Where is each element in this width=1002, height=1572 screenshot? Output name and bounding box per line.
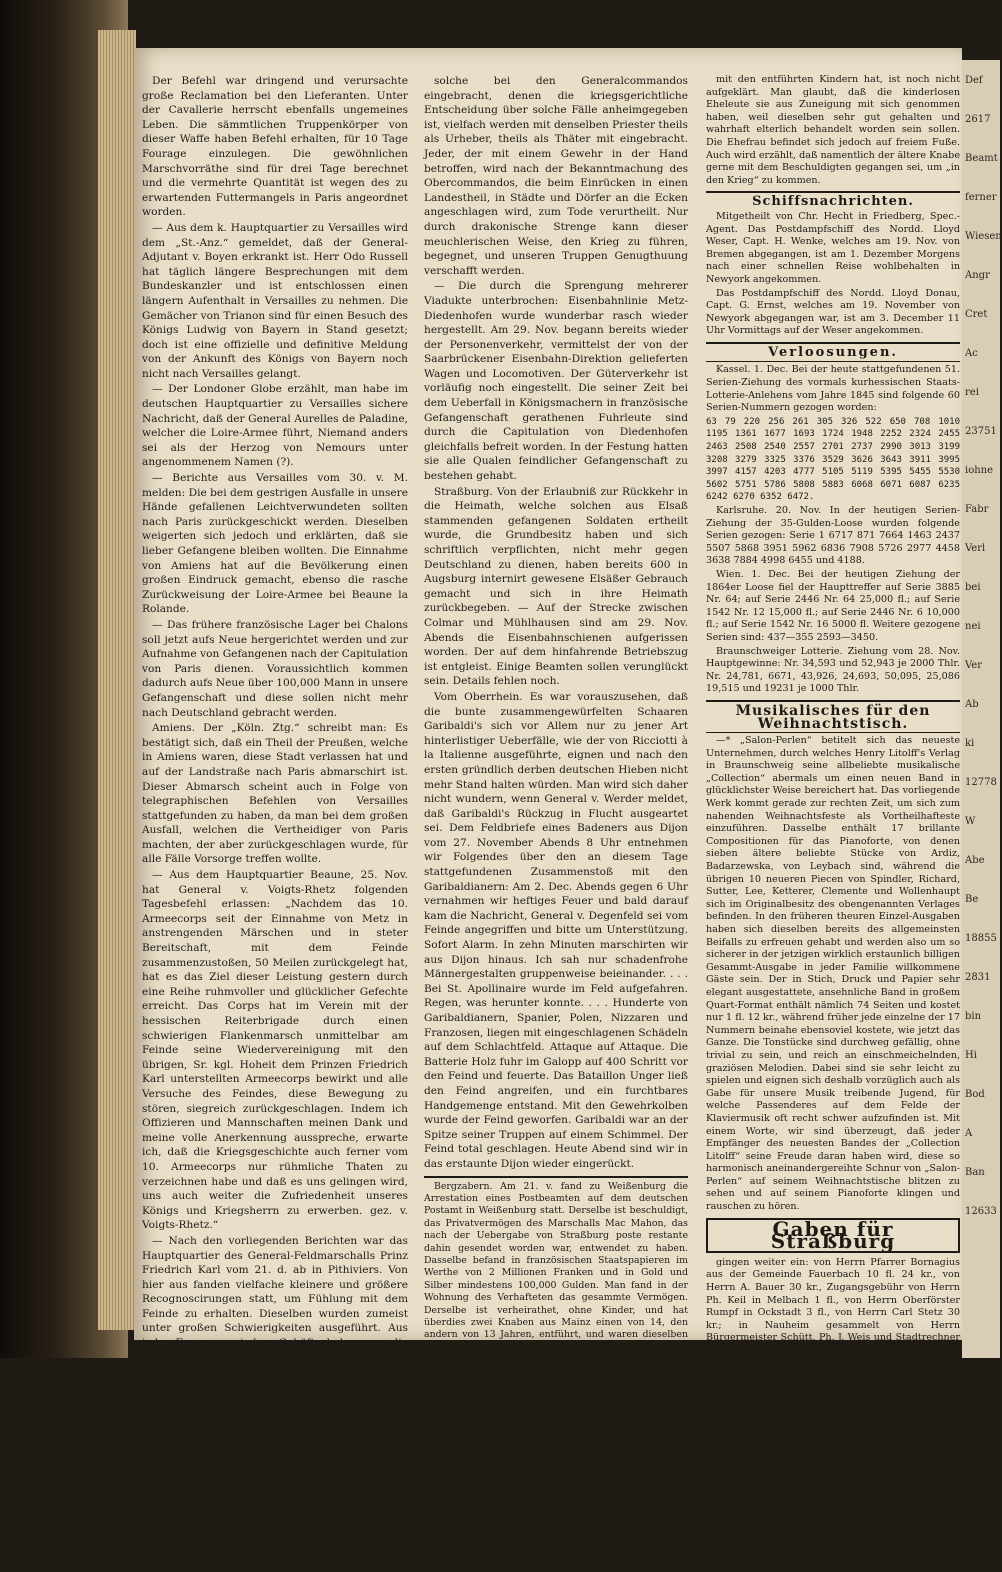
lottery-numbers: 63 79 220 256 261 305 326 522 650 708 1010 1195 1361 1677 1693 1724 1948 2252 2324 2455 2463 2508 2540 2557 2701 2737 2990 3013 3199 3208 3279 3325 3376 3529 3626 3643 3911 3995 3997 4157 4203 4777 5105 5119 5395 5455 5530 5602 5751 5786 5808 5883 6068 6071 6087 6235 6242 6270 6352 6472. bbox=[706, 416, 960, 503]
col1-paragraph: — Berichte aus Versailles vom 30. v. M. melden: Die bei dem gestrigen Ausfalle in unsere Hände gefallenen Leichtverwundeten sollten nach Paris zurückgeschickt werden. Dieselben weigerten sich jedoch und erklärten, daß sie lieber Gefangene bleiben wollten. Die Einnahme von Amiens hat auf die Bevölkerung einen großen Eindruck gemacht, ebenso die rasche Zurückweisung der Loire-Armee bei Beaune la Rolande. bbox=[142, 472, 408, 616]
col2-paragraph: Vom Oberrhein. Es war vorauszusehen, daß die bunte zusammengewürfelten Schaaren Garibaldi's sich vor Allem nur zu jener Art hinterlistiger Ueberfälle, wie der von Ricciotti à la Italienne ausgeführte, eignen und nach den ersten gründlich derben deutschen Hieben nicht mehr Stand halten würden. Man wird sich daher nicht wundern, wenn General v. Werder meldet, daß Garibaldi's Rückzug in Flucht ausgeartet sei. Dem Feldbriefe eines Badeners aus Dijon vom 27. November Abends 8 Uhr entnehmen wir Folgendes über den an diesem Tage stattgefundenen Zusammenstoß mit den Garibaldianern: Am 2. Dec. Abends gegen 6 Uhr vernahmen wir heftiges Feuer und bald darauf kam die Nachricht, General v. Degenfeld sei vom Feinde angegriffen und bitte um Unterstützung. Sofort Alarm. In zehn Minuten marschirten wir aus Dijon hinaus. Ich sah nur schadenfrohe Männergestalten gruppenweise beieinander. . . . Bei St. Apollinaire wurde im Feld aufgefahren. Regen, was herunter konnte. . . . Hunderte von Garibaldianern, Spanier, Polen, Nizzaren und Franzosen, liegen mit eingeschlagenen Schädeln auf dem Schlachtfeld. Attaque auf Attaque. Die Batterie Holz fuhr im Galopp auf 400 Schritt vor den Feind und feuerte. Das Bataillon Unger ließ den Feind angreifen, und ein furchtbares Handgemenge entstand. Mit den Gewehrkolben wurde der Feind geworfen. Garibaldi war an der Spitze seiner Truppen auf einem Schimmel. Der Feind total geschlagen. Heute Abend sind wir in das erstaunte Dijon wieder eingerückt. bbox=[424, 690, 688, 1170]
lottery-item: Kassel. 1. Dec. Bei der heute stattgefundenen 51. Serien-Ziehung des vormals kurhessischen Staats-Lotterie-Anlehens vom Jahre 1845 sind folgende 60 Serien-Nummern gezogen worden: bbox=[706, 364, 960, 414]
facing-page-fragment: Ac bbox=[965, 348, 978, 359]
col1-paragraph: — Nach den vorliegenden Berichten war das Hauptquartier des General-Feldmarschalls Prinz Friedrich Karl vom 21. d. ab in Pithiviers. Von hier aus fanden vielfache kleinere und größere Recognoscirungen statt, um Fühlung mit dem Feinde zu erhalten. Dieselben wurden zumeist unter großen Schwierigkeiten ausgeführt. Aus jeder Ferne, aus jedem Gehöfte bekommen die Cavaleristen Feuer; der einzelne Feldarbeiter wirft bei ihrem Nahen den Spaten hinweg, ergreift seine Flinte, die neben ihm am Boden liegt und schießt, jedes Haus wird zu einer kleinen Festung, jeder Blaukittel zum Francktireur. Täglich werden bbox=[142, 1234, 408, 1437]
music-article: —* „Salon-Perlen“ betitelt sich das neueste Unternehmen, durch welches Henry Litolff's Verlag in Braunschweig seine allbeliebte musikalische „Collection“ abermals um einen neuen Band in glücklichster Weise bereichert hat. Das vorliegende Werk kommt gerade zur rechten Zeit, um sich zum nahenden Weihnachtsfeste als Vortheilhafteste einzuführen. Dasselbe enthält 17 brillante Compositionen für das Pianoforte, von denen sieben ältere beliebte Stücke von Ardiz, Badarzewska, von Leybach sind, während die übrigen 10 neueren Piecen von Spindler, Richard, Sutter, Lee, Ketterer, Clemente und Wollenhaupt sich im Originalbesitz des obengenannten Verlages befinden. In den früheren theuren Einzel-Ausgaben haben sich dieselben bereits des allgemeinsten Beifalls zu erfreuen gehabt und werden also um so sicherer in der jetzigen wirklich erstaunlich billigen Gesammt-Ausgabe in jeder Familie willkommene Gäste sein. Der in Stich, Druck und Papier sehr elegant ausgestattete, ansehnliche Band in großem Quart-Format enthält nämlich 74 Seiten und kostet nur 1 fl. 12 kr., während früher jede einzelne der 17 Nummern beinahe ebensoviel kostete, wie jetzt das Ganze. Die Tonstücke sind durchweg gefällig, ohne trivial zu sein, und reich an einschmeichelnden, graziösen Melodien. Dabei sind sie sehr leicht zu spielen und eignen sich deshalb vorzüglich auch als Gabe für unsere Musik treibende Jugend, für welche Passenderes auf dem Felde der Klaviermusik oft recht schwer aufzufinden ist. Mit einem Worte, wir sind überzeugt, daß jeder Empfänger des neuesten Bandes der „Collection Litolff“ seine Freude daran haben wird, diese so harmonisch aneinandergereihte Schnur von „Salon-Perlen“ auf seinem Weihnachtstische blitzen zu sehen und auf seinem Pianoforte klingen und rauschen zu hören. bbox=[706, 735, 960, 1213]
facing-page-fragment: 18855 bbox=[965, 933, 997, 944]
shipping-news-heading: Schiffsnachrichten. bbox=[752, 194, 914, 210]
facing-page-fragment: 12633 bbox=[965, 1206, 997, 1217]
facing-page-fragment: 23751 bbox=[965, 426, 997, 437]
newspaper-page bbox=[134, 48, 962, 1571]
facing-page-fragment: 2831 bbox=[965, 972, 991, 983]
facing-page-fragment: Fabr bbox=[965, 504, 989, 515]
facing-page-fragment: Angr bbox=[965, 270, 990, 281]
facing-page-fragment: 12778 bbox=[965, 777, 997, 788]
facing-page-fragment: bei bbox=[965, 582, 981, 593]
col1-paragraph: — Das frühere französische Lager bei Chalons soll jetzt aufs Neue hergerichtet werden und zur Aufnahme von Gefangenen nach der Capitulation von Paris dienen. Voraussichtlich kommen dadurch aufs Neue über 100,000 Mann in unsere Gefangenschaft und diese sollen nicht mehr nach Deutschland gebracht werden. bbox=[142, 618, 408, 719]
donations-list: gingen weiter ein: von Herrn Pfarrer Bornagius aus der Gemeinde Fauerbach 10 fl. 24 kr., von Herrn A. Bauer 30 kr., Zugangsgebühr von Herrn Ph. Keil in Melbach 1 fl., von Herrn Oberförster Rumpf in Ockstadt 3 fl., von Herrn Carl Stetz 30 kr.; in Nauheim gesammelt von Herrn Bürgermeister Schütt, Ph. J. Weis und Stadtrechner Grünewald 21 fl. 44 kr.; bei Herrn Director Dr. Schwabe Ungenannt 1 fl., N. N. 1 fl.; von Herrn J. Gründel Wittwe 1 fl. 45 kr., von Herrn Dr. Lorenz Nomals 1 fl. 30 kr., von Herrn Moschroth in Oppenheim 2 fl., von Herrn Decan Buchhold in Ossenheim 3 fl., von Herrn Pfarrverwalter Eckard in Dorheim 1 fl. 10 kr., N. N. 35 kr.; bei Herrn Hofgerichtsadvokat Trapp 1 V. von Frau Schmidt 1 fl., Ungenannt 4 fl. 30 kr., von Herrn Landrichter Reitz 4 fl., von Herrn Pfarrer Baur 2 fl., von Frau Professor Dieffenbach 1 fl., von Fräulein K. Ullrich 1 fl. (Beide letztere unter Ungenannt angezeigt) von Herrn Kaufmann Nußbaum 2 fl., von Herrn Dr. Wagner 2 fl., von Herrn Seminarlehrer Stamm 5 fl., von H. K. 48 kr. Bei der Expedition d. Bl. sind ferner eingegangen: von Herrn Reallehrer Klein 1 fl. 45 kr., Hofgerichts-Advokat Sepd 10 fl., Ungenannt 2 fl. bbox=[706, 1256, 960, 1571]
col2-paragraph: — Die durch die Sprengung mehrerer Viadukte unterbrochen: Eisenbahnlinie Metz-Diedenhofen wurde wunderbar rasch wieder hergestellt. Am 29. Nov. begann bereits wieder der Personenverkehr, vermittelst der von der Saarbrückener Eisenbahn-Direktion gelieferten Wagen und Locomotiven. Der Güterverkehr ist vorläufig noch eingestellt. Die seiner Zeit bei dem Ueberfall in Königsmachern in französische Gefangenschaft gerathenen Fuhrleute sind durch die Capitulation von Diedenhofen gleichfalls befreit worden. In der Festung hatten sie alle Qualen feindlicher Gefangenschaft zu bestehen gehabt. bbox=[424, 280, 688, 483]
col1-paragraph: — Der Londoner Globe erzählt, man habe im deutschen Hauptquartier zu Versailles sichere Nachricht, daß der General Aurelles de Paladine, welcher die Loire-Armee führt, Niemand anders sei als der Herzog von Nemours unter angenommenem Namen (?). bbox=[142, 383, 408, 469]
section-divider bbox=[706, 361, 960, 362]
facing-page-fragment: Ban bbox=[965, 1167, 985, 1178]
column-3 bbox=[706, 74, 960, 1571]
facing-page-edge bbox=[962, 60, 1000, 1358]
facing-page-fragment: Cret bbox=[965, 309, 988, 320]
facing-page-fragment: iohne bbox=[965, 465, 994, 476]
col1-paragraph: Der Befehl war dringend und verursachte große Reclamation bei den Lieferanten. Unter der Cavallerie herrscht ebenfalls ungemeines Leben. Die sämmtlichen Truppenkörper von dieser Waffe haben Befehl erhalten, für 10 Tage Fourage einzulegen. Die gewöhnlichen Marschvorräthe sind für drei Tage berechnet und die vermehrte Quantität ist wegen des zu erwartenden Futtermangels in Paris angeordnet worden. bbox=[142, 75, 408, 219]
music-heading: Musikalisches für den Weihnachtstisch. bbox=[735, 702, 931, 732]
facing-page-fragment: 2617 bbox=[965, 114, 991, 125]
facing-page-fragment: A bbox=[965, 1128, 973, 1139]
col3-paragraph: mit den entführten Kindern hat, ist noch nicht aufgeklärt. Man glaubt, daß die kinderlosen Eheleute sie aus Zuneigung mit sich genommen haben, weil dieselben sehr gut gehalten und wahrhaft elterlich behandelt worden sein sollen. Die Ehefrau befindet sich jedoch auf freiem Fuße. Auch wird erzählt, daß namentlich der ältere Knabe gerne mit dem Beschuldigten gegangen sei, um „in den Krieg“ zu kommen. bbox=[706, 74, 960, 186]
lottery-heading: Verloosungen. bbox=[768, 344, 898, 360]
column-2 bbox=[424, 74, 688, 1440]
facing-page-fragment: Be bbox=[965, 894, 979, 905]
section-divider bbox=[706, 732, 960, 733]
col1-paragraph: — Aus dem Hauptquartier Beaune, 25. Nov. hat General v. Voigts-Rhetz folgenden Tagesbefehl erlassen: „Nachdem das 10. Armeecorps seit der Einnahme von Metz in anstrengenden Märschen und in steter Bereitschaft, mit dem Feinde zusammenzustoßen, 50 Meilen zurückgelegt hat, hat es das Ziel dieser Leistung gestern durch eine Reihe ruhmvoller und glücklicher Gefechte erreicht. Das Corps hat im Verein mit der hessischen Reiterbrigade durch einen schwierigen Flankenmarsch unmittelbar am Feinde seine Wiedervereinigung mit den übrigen, Sr. kgl. Hoheit dem Prinzen Friedrich Karl unterstellten Armeecorps bewirkt und alle Versuche des Feindes, diese Bewegung zu stören, siegreich zurückgeschlagen. Indem ich Offizieren und Mannschaften meinen Dank und meine volle Anerkennung ausspreche, erwarte ich, daß die Kriegsgeschichte auch ferner vom 10. Armeecorps nur rühmliche Thaten zu verzeichnen habe und daß es uns gelingen wird, uns auch weiter die Zufriedenheit unseres Königs und Kriegsherrn zu erwerben. gez. v. Voigts-Rhetz.“ bbox=[142, 869, 408, 1232]
section-divider bbox=[424, 1176, 688, 1178]
col1-paragraph: Amiens. Der „Köln. Ztg.“ schreibt man: Es bestätigt sich, daß ein Theil der Preußen, welche in Amiens waren, diese Stadt verlassen hat und auf der Landstraße nach Paris abmarschirt ist. Dieser Abmarsch scheint auch in Folge von telegraphischen Befehlen von Versailles stattgefunden zu haben, da man bei dem großen Ausfall, welchen die Vertheidiger von Paris machten, der aber zurückgeschlagen wurde, für alle Fälle Vorsorge treffen wollte. bbox=[142, 722, 408, 866]
facing-page-fragment: Abe bbox=[965, 855, 985, 866]
facing-page-fragment: Verl bbox=[965, 543, 986, 554]
donations-heading: Gaben für Straßburg bbox=[706, 1218, 960, 1253]
facing-page-fragment: ferner bbox=[965, 192, 997, 203]
lottery-item: Karlsruhe. 20. Nov. In der heutigen Serien-Ziehung der 35-Gulden-Loose wurden folgende Serien gezogen: Serie 1 6717 871 7664 1463 2437 5507 5868 3951 5962 6836 7908 5726 2977 4458 3638 7884 4998 6455 und 4188. bbox=[706, 505, 960, 567]
section-divider bbox=[706, 700, 960, 702]
facing-page-fragment: rei bbox=[965, 387, 979, 398]
col2-paragraph: Bergzabern. Am 21. v. fand zu Weißenburg die Arrestation eines Postbeamten auf dem deutschen Postamt in Weißenburg statt. Derselbe ist beschuldigt, das Privatvermögen des Marschalls Mac Mahon, das nach der Uebergabe von Straßburg poste restante dahin gesendet worden war, entwendet zu haben. Dasselbe befand in französischen Staatspapieren im Werthe von 2 Millionen Franken und in Gold und Silber mindestens 100,000 Gulden. Man fand in der Wohnung des Verhafteten das gesammte Vermögen. Derselbe ist verheirathet, ohne Kinder, und hat überdies zwei Knaben aus Mainz einen von 14, den andern von 13 Jahren, entführt, und waren dieselben die ganze Zeit in Straßburg, wofelbst er auf einem Oberpostamte verwendet und später nach Weißenburg versetzt worden war, in der Familie des Beschuldigten, der nach vorausgegangenen Recherchen endlich in Weißenburg entdeckt wurde. Die entführten Kinder führen den Namen Breiling aus Mainz, deren Eltern wohnen auf der „großen Bleiche“ daselbst. Welche Bewandtniß es bbox=[424, 1180, 688, 1440]
facing-page-fragment: W bbox=[965, 816, 976, 827]
lottery-item: Wien. 1. Dec. Bei der heutigen Ziehung der 1864er Loose fiel der Haupttreffer auf Serie 3885 Nr. 64; auf Serie 2446 Nr. 64 25,000 fl.; auf Serie 1542 Nr. 12 15,000 fl.; auf Serie 2446 Nr. 6 10,000 fl.; auf Serie 1542 Nr. 16 5000 fl. Weitere gezogene Serien sind: 437—355 2593—3450. bbox=[706, 568, 960, 643]
facing-page-fragment: Beamt bbox=[965, 153, 998, 164]
shipping-item: Mitgetheilt von Chr. Hecht in Friedberg, Spec.-Agent. Das Postdampfschiff des Nordd. Lloyd Weser, Capt. H. Wenke, welches am 19. Nov. von Bremen abgegangen, ist am 1. Dezember Morgens nach einer schnellen Reise wohlbehalten in Newyork angekommen. bbox=[706, 210, 960, 285]
lottery-item: Braunschweiger Lotterie. Ziehung vom 28. Nov. Hauptgewinne: Nr. 34,593 und 52,943 je 2000 Thlr. Nr. 24,781, 6671, 43,926, 24,693, 50,095, 25,086 19,515 und 19231 je 1000 Thlr. bbox=[706, 645, 960, 695]
col2-paragraph: solche bei den Generalcommandos eingebracht, denen die kriegsgerichtliche Entscheidung über solche Fälle anheimgegeben ist, vielfach werden mit denselben Priester theils als Urheber, theils als Thäter mit eingebracht. Jeder, der mit einem Gewehr in der Hand betroffen, wird nach der Bekanntmachung des Obercommandos, die beim Einrücken in einen Landestheil, in Städte und Dörfer an die Ecken angeschlagen wird, zum Tode verurtheilt. Nur durch drakonische Strenge kann dieser meuchlerischen Weise, den Krieg zu führen, begegnet, und unseren Truppen Genugthuung verschafft werden. bbox=[424, 75, 688, 277]
col1-paragraph: — Aus dem k. Hauptquartier zu Versailles wird dem „St.-Anz.“ gemeldet, daß der General-Adjutant v. Boyen erkrankt ist. Herr Odo Russell hat täglich längere Besprechungen mit dem Bundeskanzler und ist entschlossen einen längern Aufenthalt in Versailles zu nehmen. Die Gemächer von Trianon sind für einen Besuch des Königs Ludwig von Bayern in Stand gesetzt; doch ist eine offizielle und definitive Meldung von der Ankunft des Königs von Bayern noch nicht nach Versailles gelangt. bbox=[142, 221, 408, 380]
facing-page-fragment: Ab bbox=[965, 699, 979, 710]
facing-page-fragment: Def bbox=[965, 75, 983, 86]
facing-page-fragment: bin bbox=[965, 1011, 982, 1022]
col2-paragraph: Straßburg. Von der Erlaubniß zur Rückkehr in die Heimath, welche solchen aus Elsaß stammenden gefangenen Soldaten ertheilt wurde, die Grundbesitz haben und sich schriftlich verpflichten, nicht mehr gegen Deutschland zu dienen, haben bereits 600 in Augsburg internirt gewesene Elsäßer Gebrauch gemacht und sich in ihre Heimath zurückbegeben. — Auf der Strecke zwischen Colmar und Mühlhausen sind am 29. Nov. Abends die Eisenbahnschienen aufgerissen worden. Der auf dem hinfahrende Betriebszug ist entgleist. Einige Beamten sollen verunglückt sein. Details fehlen noch. bbox=[424, 485, 688, 688]
section-divider bbox=[706, 342, 960, 344]
shipping-item: Das Postdampfschiff des Nordd. Lloyd Donau, Capt. G. Ernst, welches am 19. November von Newyork abgegangen war, ist am 3. December 11 Uhr Vormittags auf der Weser angekommen. bbox=[706, 287, 960, 337]
column-1 bbox=[142, 74, 408, 1437]
facing-page-fragment: Hi bbox=[965, 1050, 977, 1061]
facing-page-fragment: Wiesen bbox=[965, 231, 1002, 242]
section-divider bbox=[706, 191, 960, 193]
facing-page-fragment: Bod bbox=[965, 1089, 985, 1100]
facing-page-fragment: ki bbox=[965, 738, 975, 749]
facing-page-fragment: nei bbox=[965, 621, 981, 632]
facing-page-fragment: Ver bbox=[965, 660, 983, 671]
page-stack-edge bbox=[98, 30, 136, 1330]
